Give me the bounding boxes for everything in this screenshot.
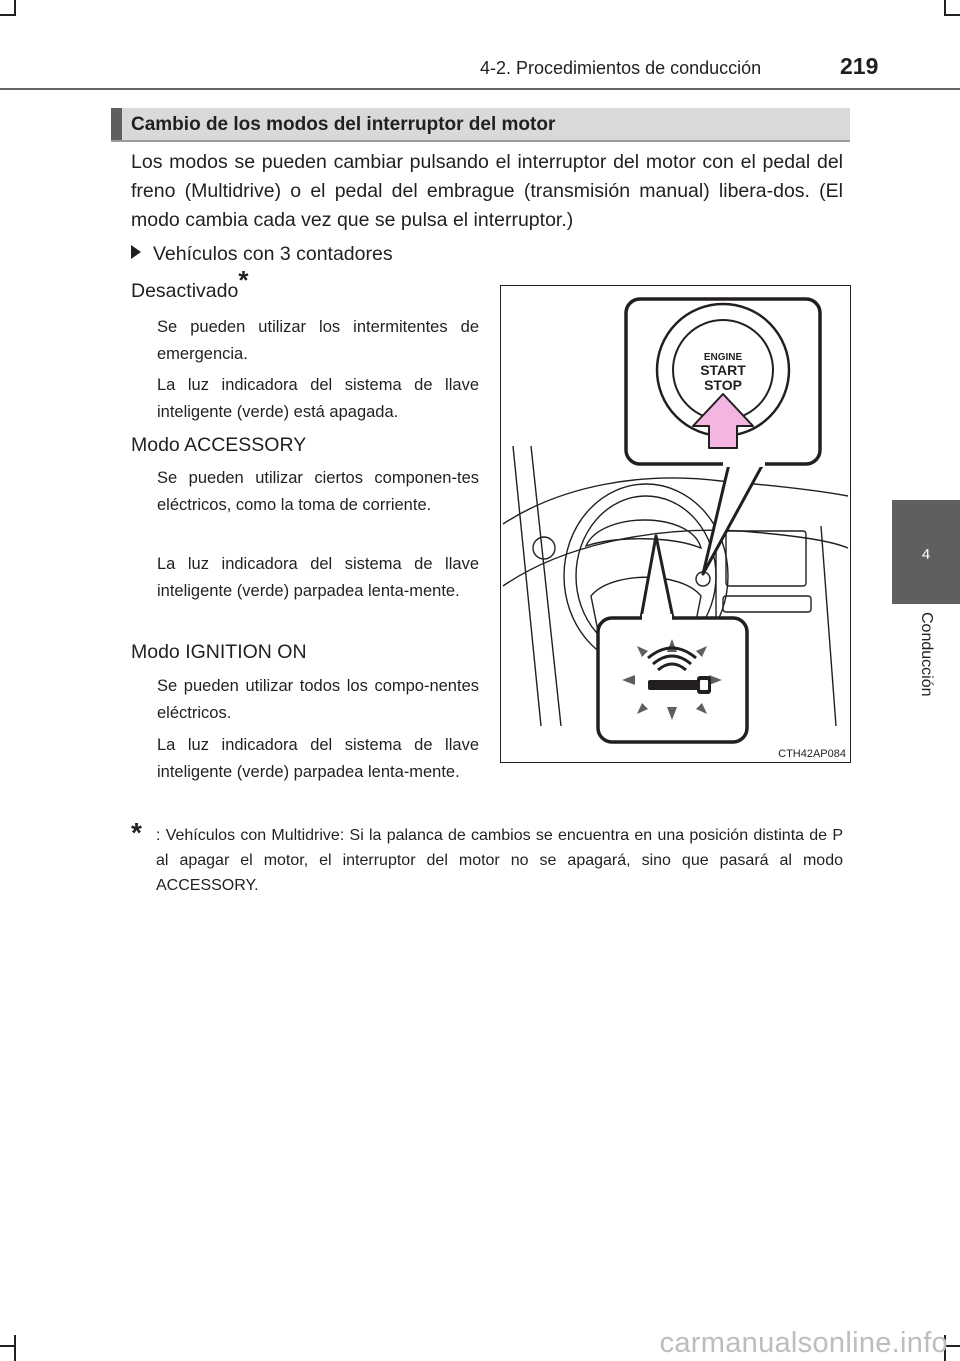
dashboard-top-line	[503, 478, 848, 524]
button-callout	[626, 299, 820, 574]
button-text-start: START	[700, 362, 746, 378]
bullet-text: Vehículos con 3 contadores	[153, 243, 393, 265]
center-console-edge	[821, 526, 836, 726]
vehicle-type-bullet	[131, 243, 393, 266]
mode-off-line-2: La luz indicadora del sistema de llave inteligente (verde) está apagada.	[157, 376, 479, 421]
a-pillar-line	[513, 446, 541, 726]
section-heading-text: Cambio de los modos del interruptor del motor	[131, 114, 556, 135]
mode-accessory-title: Modo ACCESSORY	[131, 434, 307, 456]
mode-off-title	[131, 265, 249, 303]
section-heading-bar	[111, 108, 122, 140]
mode-accessory-line-2: La luz indicadora del sistema de llave inteligente (verde) parpadea lenta-mente.	[157, 555, 479, 600]
chapter-number: 4	[921, 546, 931, 563]
footnote-text: : Vehículos con Multidrive: Si la palanca de cambios se encuentra en una posición distinta de P al apagar el motor, el interruptor del motor no se apagará, sino que pasará al modo ACCESSORY.	[156, 827, 843, 894]
mode-accessory-line-1: Se pueden utilizar ciertos componen-tes eléctricos, como la toma de corriente.	[157, 469, 479, 514]
chapter-label-box	[893, 612, 959, 732]
air-vent-icon	[533, 537, 555, 559]
button-text-engine: ENGINE	[703, 352, 743, 363]
header-section-title: 4-2. Procedimientos de conducción	[480, 58, 762, 78]
center-controls	[723, 596, 811, 612]
mode-ignition-line-1: Se pueden utilizar todos los compo-nentes eléctricos.	[157, 677, 479, 722]
crop-mark	[14, 1335, 16, 1361]
dashboard-mid-line	[503, 530, 848, 586]
watermark: carmanualsonline.info	[659, 1327, 948, 1359]
chapter-label: Conducción	[918, 612, 935, 697]
indicator-callout	[598, 536, 747, 742]
mode-off-title-text: Desactivado	[131, 280, 239, 302]
engine-switch-illustration	[500, 285, 851, 763]
intro-paragraph: Los modos se pueden cambiar pulsando el interruptor del motor con el pedal del freno (Multidrive) o el pedal del embrague (transmisión manual) libera-dos. (El modo cambia cada vez que se pulsa el interruptor.)	[131, 151, 843, 231]
footnote	[131, 817, 843, 898]
center-display	[726, 531, 806, 586]
mode-off-line-1: Se pueden utilizar los intermitentes de emergencia.	[157, 318, 479, 363]
dashboard-drawing	[501, 286, 850, 762]
a-pillar-line	[531, 446, 561, 726]
footnote-marker: *	[131, 817, 142, 848]
mode-ignition-line-2: La luz indicadora del sistema de llave inteligente (verde) parpadea lenta-mente.	[157, 736, 479, 781]
crop-mark	[0, 1345, 16, 1347]
triangle-bullet-icon	[131, 245, 141, 259]
footnote-marker: *	[238, 265, 249, 295]
button-text-stop: STOP	[704, 377, 742, 393]
page-header	[0, 0, 960, 92]
section-heading	[111, 108, 850, 142]
mode-ignition-title: Modo IGNITION ON	[131, 641, 307, 663]
header-divider	[0, 88, 960, 90]
chapter-tab	[892, 500, 960, 604]
figure-code: CTH42AP084	[778, 748, 846, 760]
page-number: 219	[840, 53, 879, 79]
